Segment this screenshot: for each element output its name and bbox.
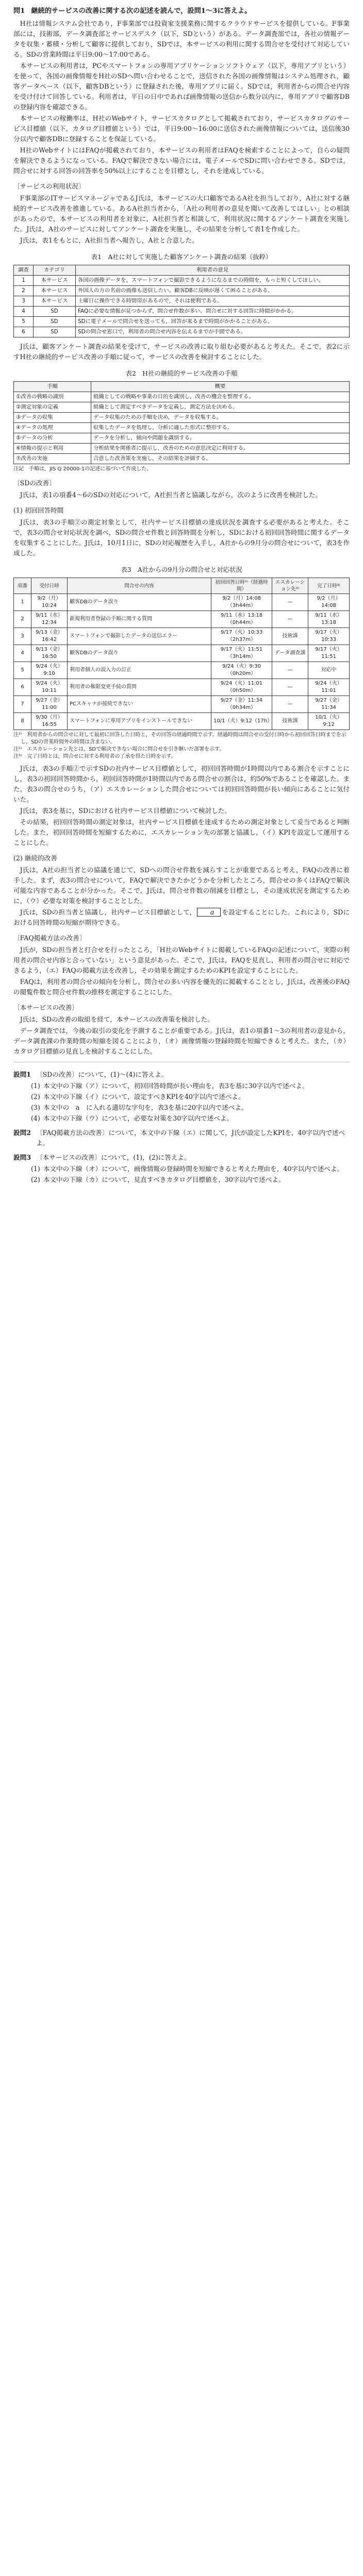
table-header-cell: 概要 bbox=[91, 382, 350, 392]
table-cell: 組織としての戦略や事業の目的を識別し，改善の機会を整理する。 bbox=[91, 392, 350, 402]
table-cell: — bbox=[272, 679, 308, 696]
table-header-cell: 受付日時 bbox=[31, 578, 68, 594]
table-cell: 9/27（金）11:34 bbox=[308, 696, 350, 713]
table-cell: 4 bbox=[14, 307, 34, 317]
usage-paragraph: J氏は，表1をもとに，A社担当者へ報告し，A社と合意した。 bbox=[20, 236, 199, 244]
table-row bbox=[14, 611, 350, 628]
blank-a: a bbox=[197, 908, 221, 917]
table3-note: 注³⁾ 完了日時とは，問合せに対する利用者の了承を得た日時を示す。 bbox=[13, 754, 176, 759]
table-cell: 2 bbox=[14, 611, 31, 628]
sub-question-text: 本文中の下線（オ）について，画像情報の登録時間を短縮できると考えた理由を，40字以内で述べよ。 bbox=[43, 1165, 344, 1173]
table-row bbox=[14, 423, 350, 433]
table-cell: — bbox=[272, 662, 308, 679]
table3-header-row bbox=[14, 578, 350, 594]
sub2-text-2 bbox=[13, 907, 350, 928]
table2-note: 注記 手順は，JIS Q 20000-1の記述に基づいて作成した。 bbox=[13, 466, 152, 472]
table-cell: — bbox=[272, 594, 308, 611]
table-cell: 4 bbox=[14, 645, 31, 662]
sub-question-list bbox=[13, 1081, 350, 1124]
table-cell: 組織として測定すべきデータを定義し，測定方法を決める。 bbox=[91, 402, 350, 413]
sub-question-list bbox=[13, 1164, 350, 1185]
sub-question bbox=[31, 1081, 350, 1091]
table3-body bbox=[14, 594, 350, 730]
table-cell: SDの問合せ窓口で，利用者の問合せ内容を伝えるまでが手間である。 bbox=[76, 327, 350, 337]
table-row bbox=[14, 402, 350, 413]
intro-paragraph: H社は情報システム会社であり，F事業部では投資家支援業務に関するクラウドサービスを提供している。F事業部には，技術部，データ調査部とサービスデスク（以下，SDという）がある。データ調査部では，各社の情報データを収集・蓄積・分析して顧客に提供しており，SDでは，本サービスの利用に関する問合せを受付けて対応している。SDの営業時間は平日9:00〜17:00である。 bbox=[13, 20, 350, 58]
after-table3-paragraph: J氏は，表3を基に，SDにおける社内サービス目標値について検討した。 bbox=[20, 807, 231, 815]
table-cell: ⑦改善の実施 bbox=[14, 454, 91, 464]
intro-paragraph: H社のWebサイトにはFAQが掲載されており，本サービスの利用者はFAQを検索することによって，自らの疑問を解決できるようになっている。FAQで解決できない場合には，電子メールでSDに問い合わせできる。SDでは，問合せに対する回答の回答率を50%以上にすることを目標とし，それを達成している。 bbox=[13, 146, 350, 175]
table-cell: 顧客DBのデータ誤り bbox=[68, 594, 211, 611]
table-cell: データ調査課 bbox=[272, 645, 308, 662]
table-header-cell: 利用者の意見 bbox=[76, 265, 350, 276]
table-cell: 9/24（火）11:01 bbox=[308, 679, 350, 696]
table-row bbox=[14, 276, 350, 286]
table1-caption: 表1 A社に対して実施した顧客アンケート調査の結果（抜粋） bbox=[91, 253, 272, 261]
table-row bbox=[14, 594, 350, 611]
table-cell: 9/30（月）16:55 bbox=[31, 713, 68, 730]
table-cell: 9/11（水）13:18（0h44m） bbox=[211, 611, 272, 628]
service-section bbox=[13, 1014, 350, 1057]
question-item bbox=[13, 1153, 350, 1163]
table-cell: スマートフォンで撮影したデータの送信エラー bbox=[68, 628, 211, 645]
sub-question-text: 本文中の下線（ウ）について，必要な対策を30字以内で述べよ。 bbox=[43, 1114, 233, 1122]
faq-paragraph: J氏が，SDの担当者と打合せを行ったところ，「H社のWebサイトに掲載しているFAQの記述について，実際の利用者の問合せ内容と合っていない」という意見があった。そこで，J氏は，FAQを見直し，利用者の問合せに対応できるよう，（エ）FAQの掲載方法を改善し，その効果を測定するためのKPIを設定することにした。 bbox=[13, 946, 350, 974]
table-cell: 9/24（火）9:30（0h20m） bbox=[211, 662, 272, 679]
faq-section bbox=[13, 945, 350, 997]
table-row bbox=[14, 628, 350, 645]
sub2-text-2a: J氏は，SDの担当者と協議し，社内サービス目標値として， bbox=[20, 908, 196, 916]
table-cell: 9/27（金）11:00 bbox=[31, 696, 68, 713]
table-header-cell: 調査 bbox=[14, 265, 34, 276]
table-cell: ⑥情報の提示と利用 bbox=[14, 444, 91, 454]
table-header-cell: 項番 bbox=[14, 578, 31, 594]
table-cell: SD bbox=[34, 307, 76, 317]
sub-question bbox=[31, 1103, 350, 1113]
table-cell: 分析結果を関係者に提示し，改善のための意思決定に利用する。 bbox=[91, 444, 350, 454]
usage-paragraph: F事業部のITサービスマネージャであるJ氏は，本サービスの大口顧客であるA社を担当しており，A社に対する継続的サービス改善を推進している。あるA社担当者から，「A社の利用者の意見を聞いて改善してほしい」との相談があったので，本サービスの利用者を対象に，A社担当者と相談して，利用状況に関するアンケート調査を実施した。J氏は，A社のサービスに対してアンケート調査を実施し，その結果を分析して表1を作成した。 bbox=[13, 194, 350, 233]
table-row bbox=[14, 317, 350, 327]
table-cell: ②測定対象の定義 bbox=[14, 402, 91, 413]
table-cell: 本サービス bbox=[34, 286, 76, 296]
question-label: 設問3 bbox=[13, 1154, 31, 1161]
table-cell: 利用者個人の誤入力の訂正 bbox=[68, 662, 211, 679]
sub-question-number: (2) bbox=[31, 1093, 40, 1100]
table-cell: スマートフォンに専用アプリをインストールできない bbox=[68, 713, 211, 730]
table-cell: PCスキャナが接続できない bbox=[68, 696, 211, 713]
sub-question-number: (1) bbox=[31, 1165, 40, 1173]
sub-question-number: (1) bbox=[31, 1082, 40, 1090]
table-row bbox=[14, 296, 350, 307]
table-cell: 9/17（火）10:33（2h37m） bbox=[211, 628, 272, 645]
table-row bbox=[14, 696, 350, 713]
table-cell: — bbox=[272, 611, 308, 628]
sub2-heading: (2) 継続的改善 bbox=[13, 854, 57, 862]
table-cell: 利用者の権限変更手続の質問 bbox=[68, 679, 211, 696]
table-cell: 1 bbox=[14, 594, 31, 611]
table2-caption: 表2 H社の継続的サービス改善の手順 bbox=[125, 369, 238, 377]
table-cell: 9/11（水）12:34 bbox=[31, 611, 68, 628]
table-cell: 技術課 bbox=[272, 628, 308, 645]
table-cell: 新規利用者登録の手順に関する質問 bbox=[68, 611, 211, 628]
table-cell: 10/1（火）9:12 bbox=[308, 713, 350, 730]
sd-sub-heading: (1) 初回回答時間 bbox=[13, 506, 64, 514]
sd-sub-text: J氏は，表3の手順②の測定対象として，社内サービス目標値の達成状況を調査する必要があると考えた。そこで，表3の問合せ対応状況を調べ，SDの問合せ件数と回答時間を分析し，SDにおける初回回答時間に関するデータを収集することにした。J氏は，10月1日に，SDの対応履歴を入手し，A社からの9月分の問合せについて，表3を作成した。 bbox=[13, 518, 350, 557]
table-row bbox=[14, 679, 350, 696]
sub-question bbox=[31, 1164, 350, 1174]
question-title: 継続的サービスの改善に関する次の記述を読んで，設問1〜3に答えよ。 bbox=[31, 7, 252, 15]
question-text: 〔SDの改善〕について，(1)〜(4)に答えよ。 bbox=[36, 1071, 168, 1078]
table-cell: 顧客DBのデータ誤り bbox=[68, 645, 211, 662]
table3-note: 注²⁾ エスカレーション先とは，SDで解決できない場合に問合せを引き継いだ部署を示す。 bbox=[13, 747, 225, 752]
service-paragraph: J氏は，SDの改善の取組を経て，本サービスの改善策を検討した。 bbox=[20, 1015, 214, 1023]
table-row bbox=[14, 645, 350, 662]
table-header-cell: カテゴリ bbox=[34, 265, 76, 276]
table-cell: 外国人の方の名前の画像も送信したい。顧客DBに反映が遅くて困ることがある。 bbox=[76, 286, 350, 296]
sub-question-number: (3) bbox=[31, 1104, 40, 1111]
table2-body bbox=[14, 392, 350, 464]
service-paragraph: データ調査では，今後の取引の変化を予測することが重要である。J氏は，表1の項番1〜3の利用者の意見から，データ調査課の作業時間の短縮を図ることにより，（オ）画像情報の登録時間を短縮できると考えた。また，（カ）カタログ目標値の見直しを検討することにした。 bbox=[13, 1027, 350, 1055]
question-item bbox=[13, 1070, 350, 1080]
table-cell: 9/13（金）16:42 bbox=[31, 628, 68, 645]
table-cell: 1 bbox=[14, 276, 34, 286]
table-header-cell: 手順 bbox=[14, 382, 91, 392]
question-text: 〔FAQ掲載方法の改善〕について，本文中の下線（エ）に関して，J氏が設定したKPIを，40字以内で述べよ。 bbox=[36, 1129, 345, 1147]
table-cell: ④データの処理 bbox=[14, 423, 91, 433]
table-cell: 5 bbox=[14, 317, 34, 327]
usage-section bbox=[13, 193, 350, 246]
table2 bbox=[13, 381, 350, 464]
table-cell: 7 bbox=[14, 696, 31, 713]
table-cell: 9/2（月）14:08 bbox=[308, 594, 350, 611]
table-cell: — bbox=[272, 696, 308, 713]
table-cell: SD bbox=[34, 317, 76, 327]
table-cell: 9/27（金）11:34（0h34m） bbox=[211, 696, 272, 713]
table-row bbox=[14, 454, 350, 464]
table-cell: 本サービス bbox=[34, 296, 76, 307]
table-cell: 9/24（火）10:11 bbox=[31, 679, 68, 696]
table-row bbox=[14, 392, 350, 402]
table-cell: 9/17（火）10:33 bbox=[308, 628, 350, 645]
question-item bbox=[13, 1128, 350, 1148]
table-cell: SD bbox=[34, 327, 76, 337]
table-cell: 3 bbox=[14, 296, 34, 307]
table1-header-row bbox=[14, 265, 350, 276]
table-header-cell: 初回回答日時¹⁾（経過時間） bbox=[211, 578, 272, 594]
table-cell: 9/24（火）9:10 bbox=[31, 662, 68, 679]
sub-question-text: 本文中の a に入れる適切な字句を，表3を基に20字以内で述べよ。 bbox=[43, 1104, 248, 1111]
table-cell: ⑤データの分析 bbox=[14, 433, 91, 444]
sub-question bbox=[31, 1092, 350, 1102]
table-cell: 各国の画像データを，スマートフォンで撮影できるようになるまでの時間を，もっと短くしてほしい。 bbox=[76, 276, 350, 286]
table-cell: 9/17（火）11:51 bbox=[308, 645, 350, 662]
table-row bbox=[14, 413, 350, 423]
service-heading: 〔本サービスの改善〕 bbox=[13, 1004, 78, 1011]
table1 bbox=[13, 265, 350, 337]
table-header-cell: エスカレーション先²⁾ bbox=[272, 578, 308, 594]
table3 bbox=[13, 578, 350, 730]
table-cell: ①改善の戦略の識別 bbox=[14, 392, 91, 402]
table-row bbox=[14, 327, 350, 337]
table3-notes bbox=[13, 732, 350, 760]
table-cell: 対応中 bbox=[308, 662, 350, 679]
intro-paragraph: 本サービスの稼働率は，H社のWebサイト，サービスカタログとして掲載されており，サービスカタログのサービス目標値（以下，カタログ目標値という）では，平日9:00〜16:00に送信された画像情報については，送信後30分以内で顧客DBに登録することを保証している。 bbox=[13, 114, 350, 143]
table-cell: 合意した改善策を実施し，その結果を評価する。 bbox=[91, 454, 350, 464]
table-cell: 収集したデータを処理し，分析に適した形式に整形する。 bbox=[91, 423, 350, 433]
table-cell: 技術課 bbox=[272, 713, 308, 730]
sub-question-text: 本文中の下線（カ）について，見直すべきカタログ目標値を，30字以内で述べよ。 bbox=[43, 1176, 285, 1183]
table-cell: FAQに必要な情報が見つからず，問合せ件数が多い。問合せに対する回答に時間がかかる。 bbox=[76, 307, 350, 317]
question-label: 設問1 bbox=[13, 1071, 31, 1078]
table-row bbox=[14, 713, 350, 730]
table-cell: 本サービス bbox=[34, 276, 76, 286]
table-cell: 9/2（月）14:08（3h44m） bbox=[211, 594, 272, 611]
table-cell: 2 bbox=[14, 286, 34, 296]
table-row bbox=[14, 662, 350, 679]
after-table3-section bbox=[13, 764, 350, 848]
table-cell: 9/13（金）16:50 bbox=[31, 645, 68, 662]
after-table3-paragraph: J氏は，表3の手順②で示すSDの社内サービス目標値として，初回回答時間が1時間以内である割合を示すことにし，表3の初回回答時間から，初回回答時間が1時間以内である問合せの割合は，約50%であることを確認した。また，表3の問合せのうち，（ア）エスカレーションした問合せについては初回回答時間が長い傾向にあることに気付いた。 bbox=[13, 765, 350, 803]
table-cell: 9/11（水）13:18 bbox=[308, 611, 350, 628]
sub-question-number: (2) bbox=[31, 1176, 40, 1183]
table-cell: 9/2（月）10:24 bbox=[31, 594, 68, 611]
after-table3-paragraph: その結果，初回回答時間の測定対象は，社内サービス目標値を達成するための測定対象として妥当であると判断した。また，初回回答時間を短縮するために，エスカレーション先の部署と協議し，（イ）KPIを設定して運用することにした。 bbox=[13, 818, 350, 846]
table-cell: 9/17（火）11:51（3h14m） bbox=[211, 645, 272, 662]
intro-paragraph: 本サービスの利用者は，PCやスマートフォンの専用アプリケーションソフトウェア（以下，専用アプリという）を使って，各国の画像情報をH社のSDへ問い合わせることで，送信された各国の画像情報はシステム処理され，顧客データベース（以下，顧客DBという）に登録された後，専用アプリに届く。SDでは，利用者からの問合せ内容を受け付けて回答している。利用者は，平日の日中であれば画像情報の送信から数分以内に，専用アプリで顧客DBの登録内容を確認できる。 bbox=[13, 62, 350, 111]
table3-caption: 表3 A社からの9月分の問合せと対応状況 bbox=[121, 566, 242, 573]
table-cell: 8 bbox=[14, 713, 31, 730]
table-cell: SDに電子メールで問合せを送っても，回答が来るまで時間がかかることがある。 bbox=[76, 317, 350, 327]
table-row bbox=[14, 444, 350, 454]
sub2-text-2b: を設定することにした。これにより，SDにおける回答時間の短縮が期待できる。 bbox=[13, 908, 350, 926]
table-row bbox=[14, 286, 350, 296]
table-cell: 6 bbox=[14, 679, 31, 696]
intro-section bbox=[13, 19, 350, 176]
sub-question bbox=[31, 1175, 350, 1185]
table-row bbox=[14, 307, 350, 317]
table-cell: データを分析し，傾向や問題を識別する。 bbox=[91, 433, 350, 444]
table-cell: 9/24（火）11:01（0h50m） bbox=[211, 679, 272, 696]
sub-question-number: (4) bbox=[31, 1114, 40, 1122]
faq-paragraph: FAQは，利用者の問合せの傾向を分析し，問合せの多い内容を優先的に掲載することとし，J氏は，改善後のFAQの閲覧件数と問合せ件数の推移を測定することにした。 bbox=[13, 978, 350, 996]
table-cell: 10/1（火）9:12（17h） bbox=[211, 713, 272, 730]
sd-paragraph: J氏は，表1の項番4〜6のSDの対応について，A社担当者と協議しながら，次のように改善を検討した。 bbox=[20, 491, 322, 499]
table3-note: 注¹⁾ 利用者からの問合せに対して最初に回答した日時と，その回答の経過時間で示す。経過時間は問合せの受付日時から初回回答日時までを示し，SDの営業時間外の時間は含まない。 bbox=[13, 732, 346, 745]
table-cell: ③データの収集 bbox=[14, 413, 91, 423]
table1-body bbox=[14, 276, 350, 337]
table-cell: 5 bbox=[14, 662, 31, 679]
sd-section bbox=[13, 490, 350, 500]
sub-question bbox=[31, 1113, 350, 1124]
table-cell: 3 bbox=[14, 628, 31, 645]
table-header-cell: 問合せの内容 bbox=[68, 578, 211, 594]
sd-heading: 〔SDの改善〕 bbox=[13, 479, 56, 487]
questions-section bbox=[13, 1070, 350, 1185]
table-header-cell: 完了日時³⁾ bbox=[308, 578, 350, 594]
table2-header-row bbox=[14, 382, 350, 392]
table-cell: 6 bbox=[14, 327, 34, 337]
sub-question-text: 本文中の下線（イ）について，設定すべきKPIを40字以内で述べよ。 bbox=[43, 1093, 245, 1100]
sub2-text: J氏は，A社の担当者との協議を通じて，SDへの問合せ件数を減らすことが重要であると考え，FAQの改善に着手した。まず，表3の問合せについて，FAQで解決できたかどうかを分析したところ，問合せの多くはFAQで解決可能な内容であることが分かった。そこで，J氏は，問合せ件数の削減を目標とし，その達成状況を測定するために，（ウ）必要な対策を検討することとした。 bbox=[13, 866, 350, 905]
table-row bbox=[14, 433, 350, 444]
question-header bbox=[13, 6, 350, 16]
faq-heading: 〔FAQ掲載方法の改善〕 bbox=[13, 934, 86, 942]
table-cell: 土曜日に操作できる時間帯があるので，それは便利である。 bbox=[76, 296, 350, 307]
usage-heading: 〔サービスの利用状況〕 bbox=[13, 182, 85, 190]
table-cell: データ収集のための手順を決め，データを収集する。 bbox=[91, 413, 350, 423]
question-text: 〔本サービスの改善〕について，(1)，(2)に答えよ。 bbox=[36, 1154, 191, 1161]
question-label: 設問2 bbox=[13, 1129, 31, 1137]
question-number: 問1 bbox=[13, 7, 25, 15]
after-table1-text: J氏は，顧客アンケート調査の結果を受けて，サービスの改善に取り組む必要があると考えた。そこで，表2に示すH社の継続的サービス改善の手順に従って，サービスの改善を検討することにした。 bbox=[13, 343, 350, 361]
sub-question-text: 本文中の下線（ア）について，初回回答時間が長い理由を，表3を基に30字以内で述べよ。 bbox=[43, 1082, 309, 1090]
